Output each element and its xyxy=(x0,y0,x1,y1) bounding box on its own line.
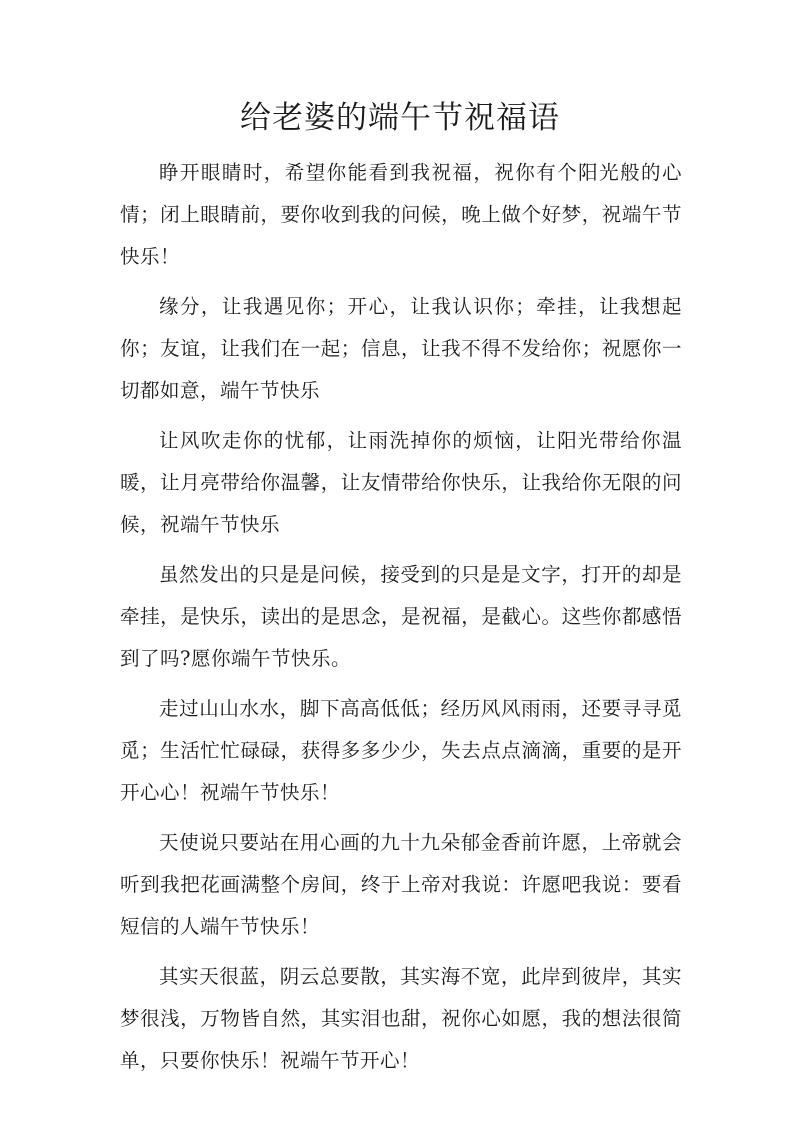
paragraph-2: 缘分，让我遇见你；开心，让我认识你；牵挂，让我想起你；友谊，让我们在一起；信息，让我不得不发给你；祝愿你一切都如意，端午节快乐 xyxy=(120,295,682,402)
paragraph-5: 走过山山水水，脚下高高低低；经历风风雨雨，还要寻寻觅觅；生活忙忙碌碌，获得多多少少，失去点点滴滴，重要的是开开心心！祝端午节快乐！ xyxy=(120,697,682,804)
document-title: 给老婆的端午节祝福语 xyxy=(240,100,560,136)
paragraph-1: 睁开眼睛时，希望你能看到我祝福，祝你有个阳光般的心情；闭上眼睛前，要你收到我的问候，晚上做个好梦，祝端午节快乐！ xyxy=(120,161,682,268)
paragraph-6: 天使说只要站在用心画的九十九朵郁金香前许愿，上帝就会听到我把花画满整个房间，终于上帝对我说：许愿吧我说：要看短信的人端午节快乐！ xyxy=(120,831,682,938)
paragraph-7: 其实天很蓝，阴云总要散，其实海不宽，此岸到彼岸，其实梦很浅，万物皆自然，其实泪也甜，祝你心如愿，我的想法很简单，只要你快乐！祝端午节开心！ xyxy=(120,965,682,1073)
paragraph-3: 让风吹走你的忧郁，让雨洗掉你的烦恼，让阳光带给你温暖，让月亮带给你温馨，让友情带给你快乐，让我给你无限的问候，祝端午节快乐 xyxy=(120,429,682,536)
document-body xyxy=(120,152,682,1091)
paragraph-4: 虽然发出的只是是问候，接受到的只是是文字，打开的却是牵挂，是快乐，读出的是思念，是祝福，是截心。这些你都感悟到了吗?愿你端午节快乐。 xyxy=(120,563,682,670)
